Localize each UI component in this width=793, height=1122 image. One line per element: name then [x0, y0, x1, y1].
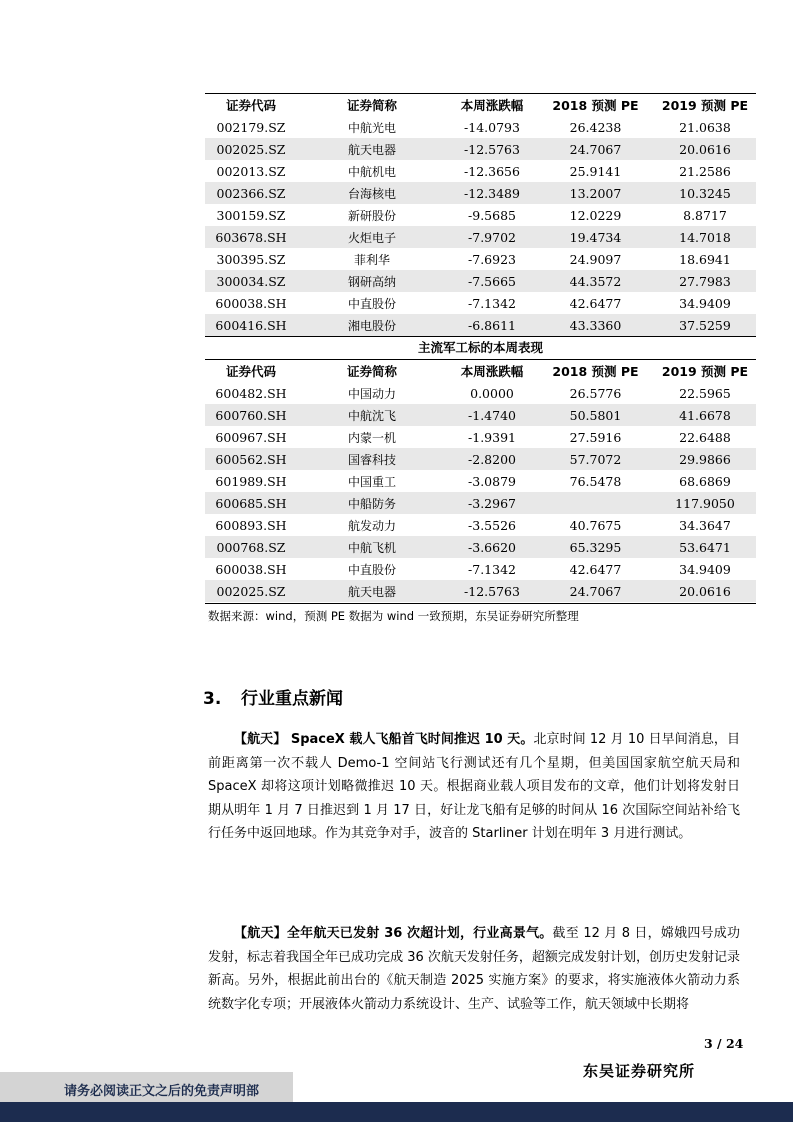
table-cell: 002013.SZ: [216, 163, 286, 179]
table-row: [205, 580, 756, 602]
table-cell: 300395.SZ: [216, 251, 286, 267]
table-row: [205, 404, 756, 426]
table-cell: -12.3489: [447, 182, 537, 204]
table-cell: 600038.SH: [215, 295, 287, 311]
table-cell: 中国重工: [347, 474, 396, 489]
table-cell: 钢研高纳: [297, 270, 447, 292]
column-header: 证券简称: [346, 98, 397, 113]
section-heading: [203, 684, 343, 709]
table-row: [205, 558, 756, 580]
table-cell: -3.2967: [447, 492, 537, 514]
table-cell: -7.6923: [468, 251, 516, 267]
table-cell: 中航飞机: [297, 536, 447, 558]
footer-bar: [0, 1102, 793, 1122]
table-row: [205, 138, 756, 160]
table-cell: 601989.SH: [215, 473, 287, 489]
news-paragraph-2: [208, 922, 740, 1016]
table-row: [205, 514, 756, 536]
table-cell: 14.7018: [654, 226, 756, 248]
table-cell: -9.5685: [468, 207, 516, 223]
table-cell: 24.9097: [569, 251, 622, 267]
table-cell: 国睿科技: [297, 448, 447, 470]
source-note: 数据来源：wind，预测 PE 数据为 wind 一致预期，东吴证券研究所整理: [208, 609, 579, 623]
table-cell: 50.5801: [537, 404, 654, 426]
table-cell: 68.6869: [679, 473, 731, 489]
table-cell: -7.9702: [447, 226, 537, 248]
table-cell: 000768.SZ: [205, 536, 297, 558]
table-cell: 27.5916: [569, 429, 622, 445]
table-cell: -6.8611: [447, 314, 537, 336]
table-cell: 0.0000: [470, 385, 514, 401]
table-cell: 25.9141: [569, 163, 622, 179]
table2-title: 主流军工标的本周表现: [417, 340, 543, 355]
table-row: [205, 182, 756, 204]
table-cell: 600482.SH: [215, 385, 287, 401]
table-cell: 300034.SZ: [205, 270, 297, 292]
table-cell: -7.1342: [468, 295, 516, 311]
table-cell: 600760.SH: [205, 404, 297, 426]
table-cell: 24.7067: [537, 138, 654, 160]
table-cell: 600416.SH: [205, 314, 297, 336]
table-cell: 新研股份: [347, 208, 396, 223]
table-row: [205, 470, 756, 492]
table-row: [205, 448, 756, 470]
table-row: [205, 314, 756, 336]
table-cell: 42.6477: [569, 295, 622, 311]
table-cell: 中船防务: [297, 492, 447, 514]
news1-headline: 【航天】 SpaceX 载人飞船首飞时间推迟 10 天。: [234, 732, 534, 747]
table-row: [205, 492, 756, 514]
table-row: [205, 204, 756, 226]
table-cell: 航天电器: [297, 580, 447, 602]
table-cell: 29.9866: [654, 448, 756, 470]
column-header: 本周涨跌幅: [460, 364, 524, 379]
table-cell: 41.6678: [654, 404, 756, 426]
table-cell: 43.3360: [537, 314, 654, 336]
table-cell: 18.6941: [679, 251, 731, 267]
table-weekly-decliners: [205, 94, 756, 336]
table-cell: -7.5665: [447, 270, 537, 292]
table-row: [205, 426, 756, 448]
column-header: 证券简称: [346, 364, 397, 379]
table-cell: -12.5763: [447, 580, 537, 602]
table-cell: -3.6620: [447, 536, 537, 558]
table-cell: 8.8717: [683, 207, 727, 223]
table-cell: [537, 492, 654, 514]
table-row: [205, 382, 756, 404]
table-cell: 57.7072: [537, 448, 654, 470]
table-cell: 菲利华: [353, 252, 390, 267]
table-cell: 600967.SH: [215, 429, 287, 445]
column-header: 证券代码: [225, 364, 276, 379]
table-cell: 76.5478: [569, 473, 622, 489]
table-cell: 湘电股份: [297, 314, 447, 336]
table-cell: 中航光电: [347, 120, 396, 135]
table-cell: 117.9050: [654, 492, 756, 514]
table-cell: -3.5526: [468, 517, 516, 533]
news2-body: 截至 12 月 8 日，嫦娥四号成功发射，标志着我国全年已成功完成 36 次航天发射任务，超额完成发射计划，创历史发射记录新高。另外，根据此前出台的《航天制造 2025 实施方案》的要求，将实施液体火箭动力系统数字化专项；开展液体火箭动力系统设计、生产、试验等工作，航天领域中长期将: [208, 926, 740, 1012]
section-title: 行业重点新闻: [241, 689, 343, 709]
table-cell: 20.0616: [654, 580, 756, 602]
table-cell: 26.4238: [569, 119, 622, 135]
table-row: [205, 536, 756, 558]
table-cell: 19.4734: [537, 226, 654, 248]
table-cell: -7.1342: [468, 561, 516, 577]
table-cell: 27.7983: [654, 270, 756, 292]
column-header: 本周涨跌幅: [460, 98, 524, 113]
section-number: 3.: [203, 689, 222, 709]
table-cell: 中直股份: [347, 562, 396, 577]
table-cell: 002025.SZ: [205, 138, 297, 160]
table-cell: 中航机电: [347, 164, 396, 179]
table-cell: 20.0616: [654, 138, 756, 160]
table-mainstream-military: [205, 360, 756, 602]
table-row: [205, 160, 756, 182]
table2-bottom-rule: [205, 603, 756, 604]
table-row: [205, 248, 756, 270]
table-cell: 航发动力: [347, 518, 396, 533]
table-cell: 600562.SH: [205, 448, 297, 470]
table-cell: 24.7067: [537, 580, 654, 602]
table-cell: 21.0638: [679, 119, 731, 135]
table-cell: 21.2586: [679, 163, 731, 179]
news1-body: 北京时间 12 月 10 日早间消息，目前距离第一次不载人 Demo-1 空间站飞行测试还有几个星期，但美国国家航空航天局和 SpaceX 却将这项计划略微推迟 10 天。根据商业载人项目发布的文章，他们计划将发射日期从明年 1 月 7 日推迟到 1 月 17 日，好让龙飞船有足够的时间从 16 次国际空间站补给飞行任务中返回地球。作为其竞争对手，波音的 Starliner 计划在明年 3 月进行测试。: [208, 732, 741, 841]
table-cell: -2.8200: [447, 448, 537, 470]
table-cell: -3.0879: [468, 473, 516, 489]
table-cell: 22.6488: [679, 429, 731, 445]
table-cell: 600893.SH: [215, 517, 287, 533]
table-cell: 603678.SH: [205, 226, 297, 248]
table-cell: 44.3572: [537, 270, 654, 292]
table-row: [205, 270, 756, 292]
table-cell: 600685.SH: [205, 492, 297, 514]
table-cell: 42.6477: [569, 561, 622, 577]
org-name: 东吴证券研究所: [583, 1062, 696, 1080]
table-cell: -1.4740: [447, 404, 537, 426]
table-cell: 002179.SZ: [216, 119, 286, 135]
table-cell: 10.3245: [654, 182, 756, 204]
table-cell: 台海核电: [297, 182, 447, 204]
table-cell: 37.5259: [654, 314, 756, 336]
table-cell: 中直股份: [347, 296, 396, 311]
table-header-row: [205, 94, 756, 116]
column-header: 2018 预测 PE: [552, 364, 639, 379]
table-cell: 600038.SH: [215, 561, 287, 577]
table-cell: 34.9409: [679, 561, 731, 577]
table-cell: 中国动力: [347, 386, 396, 401]
table-cell: 65.3295: [537, 536, 654, 558]
table-cell: -12.5763: [447, 138, 537, 160]
table-cell: 34.9409: [679, 295, 731, 311]
table-cell: -12.3656: [464, 163, 520, 179]
table-cell: 12.0229: [569, 207, 622, 223]
table-header-row: [205, 360, 756, 382]
table-cell: 13.2007: [537, 182, 654, 204]
table-cell: 航天电器: [297, 138, 447, 160]
table-cell: 26.5776: [569, 385, 622, 401]
column-header: 2019 预测 PE: [661, 364, 749, 379]
table-row: [205, 226, 756, 248]
table-row: [205, 292, 756, 314]
column-header: 证券代码: [225, 98, 276, 113]
table-row: [205, 116, 756, 138]
table-cell: 内蒙一机: [347, 430, 396, 445]
column-header: 2019 预测 PE: [661, 98, 749, 113]
table-cell: -1.9391: [468, 429, 516, 445]
table-cell: 中航沈飞: [297, 404, 447, 426]
table-cell: 53.6471: [654, 536, 756, 558]
table-cell: 002025.SZ: [205, 580, 297, 602]
table-cell: 300159.SZ: [216, 207, 286, 223]
column-header: 2018 预测 PE: [552, 98, 639, 113]
news2-headline: 【航天】全年航天已发射 36 次超计划，行业高景气。: [234, 926, 553, 941]
table-cell: 002366.SZ: [205, 182, 297, 204]
table-cell: -14.0793: [464, 119, 520, 135]
page-number: 3 / 24: [704, 1036, 744, 1051]
footer-disclaimer-link[interactable]: 请务必阅读正文之后的免责声明部: [64, 1084, 260, 1099]
table-cell: 22.5965: [679, 385, 731, 401]
news-paragraph-1: [208, 728, 740, 846]
table-cell: 火炬电子: [297, 226, 447, 248]
table-cell: 34.3647: [679, 517, 731, 533]
table-cell: 40.7675: [569, 517, 622, 533]
